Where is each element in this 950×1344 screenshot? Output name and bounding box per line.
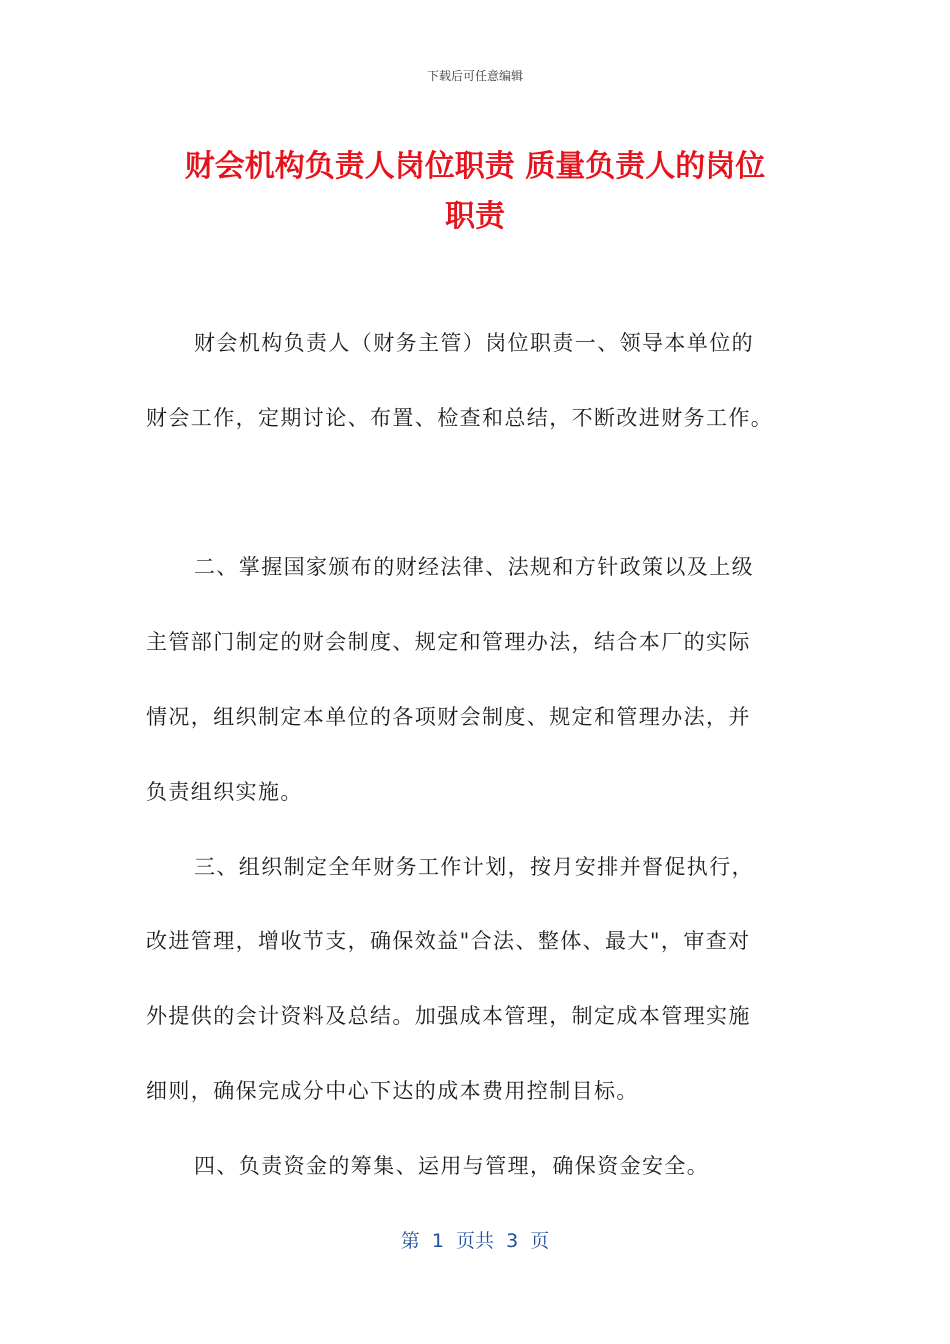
paragraph-1-line-2: 财会工作，定期讨论、布置、检查和总结，不断改进财务工作。 (146, 406, 774, 430)
paragraph-1-line-1: 财会机构负责人（财务主管）岗位职责一、领导本单位的 (194, 331, 754, 355)
paragraph-4-line-1: 四、负责资金的筹集、运用与管理，确保资金安全。 (194, 1154, 710, 1178)
paragraph-2-line-2: 主管部门制定的财会制度、规定和管理办法，结合本厂的实际 (146, 630, 751, 654)
document-body (146, 0, 806, 1344)
header-note: 下载后可任意编辑 (426, 69, 523, 83)
paragraph-2-line-4: 负责组织实施。 (146, 780, 303, 804)
page-number-footer: 第 1 页共 3 页 (400, 1230, 550, 1252)
title-line-2: 职责 (445, 199, 505, 234)
title-line-1: 财会机构负责人岗位职责 质量负责人的岗位 (184, 149, 766, 184)
paragraph-3-line-1: 三、组织制定全年财务工作计划，按月安排并督促执行， (194, 855, 754, 879)
paragraph-3-line-3: 外提供的会计资料及总结。加强成本管理，制定成本管理实施 (146, 1004, 751, 1028)
paragraph-3-line-2: 改进管理，增收节支，确保效益"合法、整体、最大"，审查对 (146, 929, 751, 953)
paragraph-3-line-4: 细则，确保完成分中心下达的成本费用控制目标。 (146, 1079, 639, 1103)
paragraph-2-line-1: 二、掌握国家颁布的财经法律、法规和方针政策以及上级 (194, 555, 754, 579)
paragraph-2-line-3: 情况，组织制定本单位的各项财会制度、规定和管理办法，并 (146, 705, 751, 729)
